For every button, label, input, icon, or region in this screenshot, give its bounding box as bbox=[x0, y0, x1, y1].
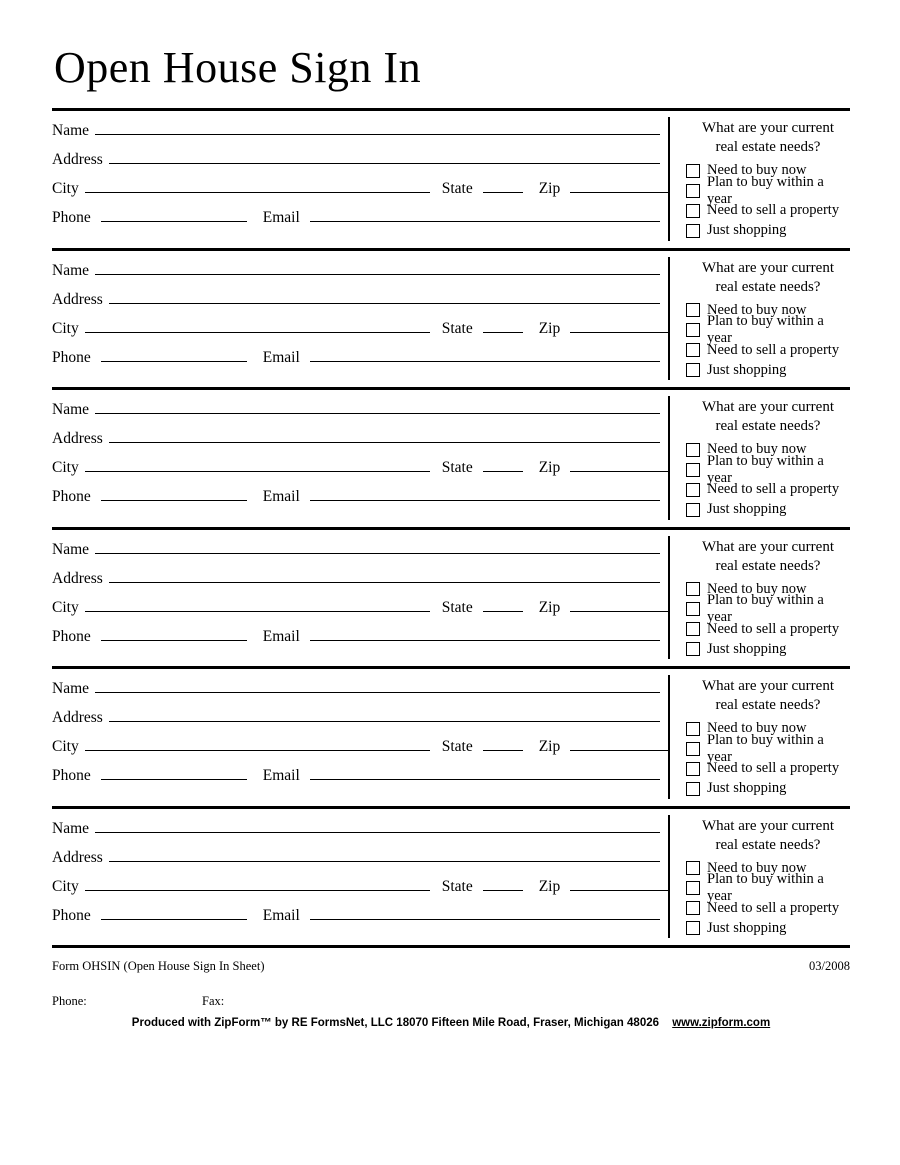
name-label: Name bbox=[52, 819, 90, 837]
entry-fields bbox=[52, 257, 662, 375]
checkbox-icon[interactable] bbox=[686, 622, 700, 636]
checkbox-icon[interactable] bbox=[686, 224, 700, 238]
footer-fax-label: Fax: bbox=[202, 994, 225, 1009]
address-label: Address bbox=[52, 430, 103, 448]
needs-option-label: Need to buy now bbox=[707, 441, 807, 458]
state-input[interactable] bbox=[483, 456, 523, 472]
zip-input[interactable] bbox=[570, 596, 670, 612]
email-input[interactable] bbox=[310, 764, 660, 780]
needs-option-sell-property[interactable] bbox=[686, 759, 850, 779]
city-label: City bbox=[52, 738, 79, 756]
entry-fields bbox=[52, 815, 662, 933]
phone-email-row bbox=[52, 346, 662, 375]
zip-label: Zip bbox=[538, 598, 561, 616]
city-label: City bbox=[52, 459, 79, 477]
checkbox-icon[interactable] bbox=[686, 901, 700, 915]
checkbox-icon[interactable] bbox=[686, 463, 700, 477]
needs-option-just-shopping[interactable] bbox=[686, 221, 850, 241]
page-title: Open House Sign In bbox=[54, 43, 422, 92]
address-row bbox=[52, 706, 662, 735]
checkbox-icon[interactable] bbox=[686, 881, 700, 895]
name-label: Name bbox=[52, 122, 90, 140]
needs-question: What are your current real estate needs? bbox=[701, 538, 834, 574]
checkbox-icon[interactable] bbox=[686, 602, 700, 616]
phone-input[interactable] bbox=[101, 904, 247, 920]
city-input[interactable] bbox=[85, 317, 430, 333]
name-row bbox=[52, 677, 662, 706]
needs-option-label: Just shopping bbox=[707, 501, 787, 518]
needs-option-just-shopping[interactable] bbox=[686, 918, 850, 938]
phone-input[interactable] bbox=[101, 764, 247, 780]
needs-option-label: Just shopping bbox=[707, 640, 787, 657]
checkbox-icon[interactable] bbox=[686, 184, 700, 198]
email-label: Email bbox=[262, 209, 300, 227]
needs-option-buy-within-year[interactable] bbox=[686, 731, 850, 765]
checkbox-icon[interactable] bbox=[686, 343, 700, 357]
email-input[interactable] bbox=[310, 625, 660, 641]
needs-option-label: Need to sell a property bbox=[707, 620, 840, 637]
needs-option-label: Just shopping bbox=[707, 361, 787, 378]
needs-option-label: Plan to buy within a year bbox=[707, 173, 824, 207]
zip-label: Zip bbox=[538, 877, 561, 895]
phone-email-row bbox=[52, 764, 662, 793]
phone-input[interactable] bbox=[101, 206, 247, 222]
name-row bbox=[52, 119, 662, 148]
needs-option-label: Need to buy now bbox=[707, 301, 807, 318]
city-label: City bbox=[52, 598, 79, 616]
zip-input[interactable] bbox=[570, 317, 670, 333]
zip-label: Zip bbox=[538, 180, 561, 198]
name-label: Name bbox=[52, 261, 90, 279]
address-row bbox=[52, 427, 662, 456]
email-input[interactable] bbox=[310, 904, 660, 920]
email-input[interactable] bbox=[310, 346, 660, 362]
needs-option-label: Need to sell a property bbox=[707, 341, 840, 358]
name-input[interactable] bbox=[95, 538, 660, 554]
address-label: Address bbox=[52, 290, 103, 308]
entry-fields bbox=[52, 117, 662, 235]
needs-option-label: Need to sell a property bbox=[707, 481, 840, 498]
checkbox-icon[interactable] bbox=[686, 762, 700, 776]
phone-input[interactable] bbox=[101, 346, 247, 362]
needs-option-sell-property[interactable] bbox=[686, 480, 850, 500]
checkbox-icon[interactable] bbox=[686, 363, 700, 377]
needs-option-label: Need to buy now bbox=[707, 859, 807, 876]
phone-email-row bbox=[52, 206, 662, 235]
needs-option-just-shopping[interactable] bbox=[686, 639, 850, 659]
phone-label: Phone bbox=[52, 488, 91, 506]
city-label: City bbox=[52, 319, 79, 337]
phone-email-row bbox=[52, 904, 662, 933]
checkbox-icon[interactable] bbox=[686, 303, 700, 317]
footer bbox=[52, 950, 850, 1029]
city-input[interactable] bbox=[85, 596, 430, 612]
address-label: Address bbox=[52, 151, 103, 169]
email-input[interactable] bbox=[310, 485, 660, 501]
city-state-zip-row bbox=[52, 317, 662, 346]
needs-option-sell-property[interactable] bbox=[686, 340, 850, 360]
needs-option-label: Plan to buy within a year bbox=[707, 452, 824, 486]
needs-option-buy-within-year[interactable] bbox=[686, 592, 850, 626]
city-state-zip-row bbox=[52, 177, 662, 206]
phone-label: Phone bbox=[52, 767, 91, 785]
address-row bbox=[52, 567, 662, 596]
state-input[interactable] bbox=[483, 596, 523, 612]
needs-section bbox=[668, 536, 850, 660]
zip-input[interactable] bbox=[570, 456, 670, 472]
zip-label: Zip bbox=[538, 319, 561, 337]
checkbox-icon[interactable] bbox=[686, 921, 700, 935]
phone-label: Phone bbox=[52, 627, 91, 645]
checkbox-icon[interactable] bbox=[686, 204, 700, 218]
city-label: City bbox=[52, 877, 79, 895]
sign-in-entry bbox=[52, 809, 850, 946]
phone-label: Phone bbox=[52, 348, 91, 366]
needs-section bbox=[668, 396, 850, 520]
checkbox-icon[interactable] bbox=[686, 164, 700, 178]
city-state-zip-row bbox=[52, 875, 662, 904]
needs-option-sell-property[interactable] bbox=[686, 619, 850, 639]
zip-input[interactable] bbox=[570, 875, 670, 891]
phone-input[interactable] bbox=[101, 625, 247, 641]
address-input[interactable] bbox=[109, 288, 660, 304]
email-label: Email bbox=[262, 348, 300, 366]
name-input[interactable] bbox=[95, 398, 660, 414]
needs-option-label: Just shopping bbox=[707, 222, 787, 239]
name-row bbox=[52, 259, 662, 288]
footer-phone-label: Phone: bbox=[52, 994, 87, 1009]
email-label: Email bbox=[262, 906, 300, 924]
needs-question: What are your current real estate needs? bbox=[701, 399, 834, 435]
sign-in-entry bbox=[52, 111, 850, 248]
address-label: Address bbox=[52, 848, 103, 866]
zipform-link[interactable]: www.zipform.com bbox=[672, 1017, 771, 1030]
city-input[interactable] bbox=[85, 735, 430, 751]
email-label: Email bbox=[262, 767, 300, 785]
checkbox-icon[interactable] bbox=[686, 483, 700, 497]
needs-option-label: Need to buy now bbox=[707, 162, 807, 179]
name-row bbox=[52, 398, 662, 427]
state-label: State bbox=[441, 459, 473, 477]
state-input[interactable] bbox=[483, 177, 523, 193]
name-label: Name bbox=[52, 540, 90, 558]
name-input[interactable] bbox=[95, 259, 660, 275]
checkbox-icon[interactable] bbox=[686, 323, 700, 337]
entry-fields bbox=[52, 536, 662, 654]
needs-option-label: Just shopping bbox=[707, 780, 787, 797]
address-input[interactable] bbox=[109, 148, 660, 164]
phone-email-row bbox=[52, 625, 662, 654]
needs-option-label: Need to sell a property bbox=[707, 760, 840, 777]
needs-section bbox=[668, 675, 850, 799]
email-label: Email bbox=[262, 627, 300, 645]
needs-option-buy-within-year[interactable] bbox=[686, 313, 850, 347]
name-input[interactable] bbox=[95, 119, 660, 135]
address-input[interactable] bbox=[109, 706, 660, 722]
name-input[interactable] bbox=[95, 817, 660, 833]
city-input[interactable] bbox=[85, 177, 430, 193]
state-input[interactable] bbox=[483, 735, 523, 751]
sign-in-entry bbox=[52, 251, 850, 388]
zip-label: Zip bbox=[538, 738, 561, 756]
phone-label: Phone bbox=[52, 906, 91, 924]
entry-fields bbox=[52, 675, 662, 793]
needs-option-label: Need to buy now bbox=[707, 720, 807, 737]
name-row bbox=[52, 817, 662, 846]
city-label: City bbox=[52, 180, 79, 198]
needs-question: What are your current real estate needs? bbox=[701, 817, 834, 853]
phone-email-row bbox=[52, 485, 662, 514]
sign-in-entry bbox=[52, 669, 850, 806]
name-label: Name bbox=[52, 401, 90, 419]
zip-input[interactable] bbox=[570, 177, 670, 193]
needs-option-buy-within-year[interactable] bbox=[686, 452, 850, 486]
state-label: State bbox=[441, 877, 473, 895]
zip-label: Zip bbox=[538, 459, 561, 477]
divider-bottom bbox=[52, 945, 850, 948]
city-input[interactable] bbox=[85, 456, 430, 472]
checkbox-icon[interactable] bbox=[686, 443, 700, 457]
needs-question: What are your current real estate needs? bbox=[701, 678, 834, 714]
entry-fields bbox=[52, 396, 662, 514]
needs-option-just-shopping[interactable] bbox=[686, 500, 850, 520]
sign-in-entry bbox=[52, 530, 850, 667]
address-row bbox=[52, 846, 662, 875]
state-label: State bbox=[441, 598, 473, 616]
state-input[interactable] bbox=[483, 875, 523, 891]
needs-option-label: Plan to buy within a year bbox=[707, 871, 824, 905]
needs-option-label: Plan to buy within a year bbox=[707, 731, 824, 765]
needs-section bbox=[668, 117, 850, 241]
state-label: State bbox=[441, 738, 473, 756]
checkbox-icon[interactable] bbox=[686, 642, 700, 656]
zip-input[interactable] bbox=[570, 735, 670, 751]
address-label: Address bbox=[52, 709, 103, 727]
form-date: 03/2008 bbox=[809, 959, 850, 974]
email-input[interactable] bbox=[310, 206, 660, 222]
needs-option-label: Plan to buy within a year bbox=[707, 313, 824, 347]
needs-option-just-shopping[interactable] bbox=[686, 360, 850, 380]
checkbox-icon[interactable] bbox=[686, 582, 700, 596]
needs-option-label: Need to buy now bbox=[707, 580, 807, 597]
phone-input[interactable] bbox=[101, 485, 247, 501]
address-input[interactable] bbox=[109, 567, 660, 583]
state-input[interactable] bbox=[483, 317, 523, 333]
checkbox-icon[interactable] bbox=[686, 742, 700, 756]
address-input[interactable] bbox=[109, 427, 660, 443]
needs-option-sell-property[interactable] bbox=[686, 898, 850, 918]
address-row bbox=[52, 148, 662, 177]
checkbox-icon[interactable] bbox=[686, 503, 700, 517]
state-label: State bbox=[441, 180, 473, 198]
needs-section bbox=[668, 815, 850, 939]
needs-question: What are your current real estate needs? bbox=[701, 259, 834, 295]
checkbox-icon[interactable] bbox=[686, 722, 700, 736]
needs-option-buy-within-year[interactable] bbox=[686, 871, 850, 905]
address-label: Address bbox=[52, 569, 103, 587]
city-input[interactable] bbox=[85, 875, 430, 891]
name-label: Name bbox=[52, 680, 90, 698]
sign-in-entry bbox=[52, 390, 850, 527]
form-id: Form OHSIN (Open House Sign In Sheet) bbox=[52, 959, 265, 974]
state-label: State bbox=[441, 319, 473, 337]
name-input[interactable] bbox=[95, 677, 660, 693]
city-state-zip-row bbox=[52, 596, 662, 625]
address-row bbox=[52, 288, 662, 317]
needs-option-label: Just shopping bbox=[707, 919, 787, 936]
needs-option-buy-within-year[interactable] bbox=[686, 173, 850, 207]
needs-option-sell-property[interactable] bbox=[686, 201, 850, 221]
needs-option-label: Need to sell a property bbox=[707, 899, 840, 916]
city-state-zip-row bbox=[52, 456, 662, 485]
checkbox-icon[interactable] bbox=[686, 782, 700, 796]
address-input[interactable] bbox=[109, 846, 660, 862]
needs-option-label: Need to sell a property bbox=[707, 202, 840, 219]
checkbox-icon[interactable] bbox=[686, 861, 700, 875]
needs-question: What are your current real estate needs? bbox=[701, 120, 834, 156]
city-state-zip-row bbox=[52, 735, 662, 764]
needs-option-just-shopping[interactable] bbox=[686, 779, 850, 799]
phone-label: Phone bbox=[52, 209, 91, 227]
produced-text: Produced with ZipForm™ by RE FormsNet, LLC 18070 Fifteen Mile Road, Fraser, Michigan 48026 bbox=[131, 1017, 659, 1030]
needs-section bbox=[668, 257, 850, 381]
needs-option-label: Plan to buy within a year bbox=[707, 592, 824, 626]
name-row bbox=[52, 538, 662, 567]
email-label: Email bbox=[262, 488, 300, 506]
